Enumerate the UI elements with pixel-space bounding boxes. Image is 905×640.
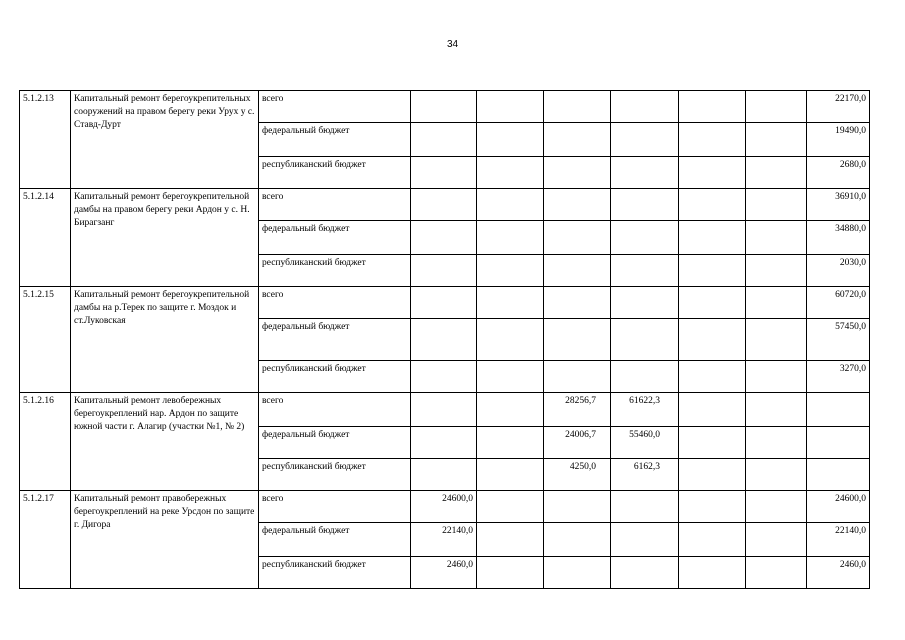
amount-cell — [611, 157, 679, 189]
amount-cell — [611, 491, 679, 523]
amount-cell — [477, 91, 544, 123]
item-code: 5.1.2.17 — [20, 491, 71, 589]
amount-cell — [611, 287, 679, 319]
amount-cell — [807, 427, 870, 459]
amount-cell — [411, 319, 477, 361]
amount-cell — [611, 361, 679, 393]
amount-cell: 24006,7 — [544, 427, 611, 459]
table-row — [20, 287, 870, 319]
amount-cell: 2680,0 — [807, 157, 870, 189]
amount-cell — [411, 459, 477, 491]
fund-source-label: всего — [259, 491, 411, 523]
amount-cell — [807, 459, 870, 491]
amount-cell — [746, 287, 807, 319]
amount-cell — [746, 361, 807, 393]
amount-cell — [611, 123, 679, 157]
fund-source-label: федеральный бюджет — [259, 427, 411, 459]
amount-cell — [477, 427, 544, 459]
fund-source-label: федеральный бюджет — [259, 221, 411, 255]
amount-cell — [411, 221, 477, 255]
amount-cell — [544, 557, 611, 589]
amount-cell — [411, 189, 477, 221]
budget-table — [19, 90, 870, 589]
item-name: Капитальный ремонт берегоукрепительных сооружений на правом берегу реки Урух у с. Ставд-Дурт — [71, 91, 259, 189]
fund-source-label: республиканский бюджет — [259, 157, 411, 189]
amount-cell — [477, 123, 544, 157]
amount-cell: 22170,0 — [807, 91, 870, 123]
amount-cell — [411, 255, 477, 287]
amount-cell — [679, 123, 746, 157]
amount-cell — [477, 557, 544, 589]
amount-cell — [679, 491, 746, 523]
table-row — [20, 189, 870, 221]
amount-cell — [679, 189, 746, 221]
fund-source-label: федеральный бюджет — [259, 319, 411, 361]
amount-cell — [477, 255, 544, 287]
amount-cell — [746, 157, 807, 189]
item-name: Капитальный ремонт правобережных берегоукреплений на реке Урсдон по защите г. Дигора — [71, 491, 259, 589]
amount-cell: 22140,0 — [807, 523, 870, 557]
fund-source-label: республиканский бюджет — [259, 459, 411, 491]
amount-cell — [477, 319, 544, 361]
amount-cell — [477, 221, 544, 255]
table-row — [20, 91, 870, 123]
fund-source-label: федеральный бюджет — [259, 523, 411, 557]
amount-cell — [411, 361, 477, 393]
amount-cell: 6162,3 — [611, 459, 679, 491]
amount-cell — [746, 255, 807, 287]
amount-cell — [544, 287, 611, 319]
amount-cell — [679, 393, 746, 427]
amount-cell: 60720,0 — [807, 287, 870, 319]
amount-cell — [746, 523, 807, 557]
amount-cell — [746, 189, 807, 221]
amount-cell: 61622,3 — [611, 393, 679, 427]
amount-cell — [477, 189, 544, 221]
amount-cell — [679, 557, 746, 589]
item-code: 5.1.2.16 — [20, 393, 71, 491]
item-name: Капитальный ремонт берегоукрепительной дамбы на р.Терек по защите г. Моздок и ст.Луковская — [71, 287, 259, 393]
amount-cell — [611, 221, 679, 255]
amount-cell — [544, 189, 611, 221]
fund-source-label: федеральный бюджет — [259, 123, 411, 157]
amount-cell: 24600,0 — [411, 491, 477, 523]
amount-cell: 34880,0 — [807, 221, 870, 255]
amount-cell — [611, 523, 679, 557]
amount-cell — [679, 523, 746, 557]
amount-cell: 36910,0 — [807, 189, 870, 221]
amount-cell — [611, 189, 679, 221]
amount-cell: 19490,0 — [807, 123, 870, 157]
amount-cell — [611, 557, 679, 589]
amount-cell — [544, 491, 611, 523]
amount-cell — [477, 459, 544, 491]
amount-cell — [477, 393, 544, 427]
amount-cell — [544, 123, 611, 157]
item-code: 5.1.2.13 — [20, 91, 71, 189]
amount-cell — [679, 427, 746, 459]
amount-cell — [746, 557, 807, 589]
amount-cell: 28256,7 — [544, 393, 611, 427]
amount-cell: 3270,0 — [807, 361, 870, 393]
amount-cell — [746, 319, 807, 361]
amount-cell — [544, 157, 611, 189]
item-name: Капитальный ремонт левобережных берегоукреплений нар. Ардон по защите южной части г. Алагир (участки №1, № 2) — [71, 393, 259, 491]
amount-cell — [679, 157, 746, 189]
amount-cell — [544, 319, 611, 361]
fund-source-label: всего — [259, 287, 411, 319]
amount-cell — [477, 157, 544, 189]
amount-cell — [411, 91, 477, 123]
amount-cell — [679, 221, 746, 255]
amount-cell — [679, 319, 746, 361]
table-row — [20, 491, 870, 523]
amount-cell: 24600,0 — [807, 491, 870, 523]
amount-cell — [679, 91, 746, 123]
fund-source-label: всего — [259, 189, 411, 221]
amount-cell — [477, 523, 544, 557]
item-code: 5.1.2.14 — [20, 189, 71, 287]
item-code: 5.1.2.15 — [20, 287, 71, 393]
page-number: 34 — [446, 39, 459, 50]
amount-cell — [477, 287, 544, 319]
amount-cell: 2030,0 — [807, 255, 870, 287]
amount-cell — [544, 255, 611, 287]
amount-cell — [746, 459, 807, 491]
amount-cell: 2460,0 — [411, 557, 477, 589]
amount-cell — [746, 123, 807, 157]
amount-cell: 55460,0 — [611, 427, 679, 459]
amount-cell — [679, 361, 746, 393]
amount-cell — [544, 91, 611, 123]
amount-cell — [411, 393, 477, 427]
amount-cell — [544, 221, 611, 255]
fund-source-label: всего — [259, 393, 411, 427]
amount-cell — [611, 91, 679, 123]
amount-cell — [679, 459, 746, 491]
item-name: Капитальный ремонт берегоукрепительной дамбы на правом берегу реки Ардон у с. Н. Бирагзанг — [71, 189, 259, 287]
fund-source-label: республиканский бюджет — [259, 557, 411, 589]
amount-cell — [411, 427, 477, 459]
amount-cell — [611, 255, 679, 287]
amount-cell — [746, 491, 807, 523]
amount-cell — [611, 319, 679, 361]
amount-cell — [679, 255, 746, 287]
amount-cell — [746, 91, 807, 123]
amount-cell: 2460,0 — [807, 557, 870, 589]
table-row — [20, 393, 870, 427]
amount-cell — [807, 393, 870, 427]
amount-cell — [746, 221, 807, 255]
amount-cell: 22140,0 — [411, 523, 477, 557]
amount-cell — [477, 361, 544, 393]
amount-cell — [679, 287, 746, 319]
amount-cell — [544, 361, 611, 393]
amount-cell — [411, 157, 477, 189]
amount-cell — [544, 523, 611, 557]
amount-cell — [477, 491, 544, 523]
amount-cell: 4250,0 — [544, 459, 611, 491]
fund-source-label: республиканский бюджет — [259, 361, 411, 393]
fund-source-label: республиканский бюджет — [259, 255, 411, 287]
amount-cell — [411, 287, 477, 319]
amount-cell — [746, 393, 807, 427]
amount-cell — [411, 123, 477, 157]
amount-cell: 57450,0 — [807, 319, 870, 361]
amount-cell — [746, 427, 807, 459]
fund-source-label: всего — [259, 91, 411, 123]
